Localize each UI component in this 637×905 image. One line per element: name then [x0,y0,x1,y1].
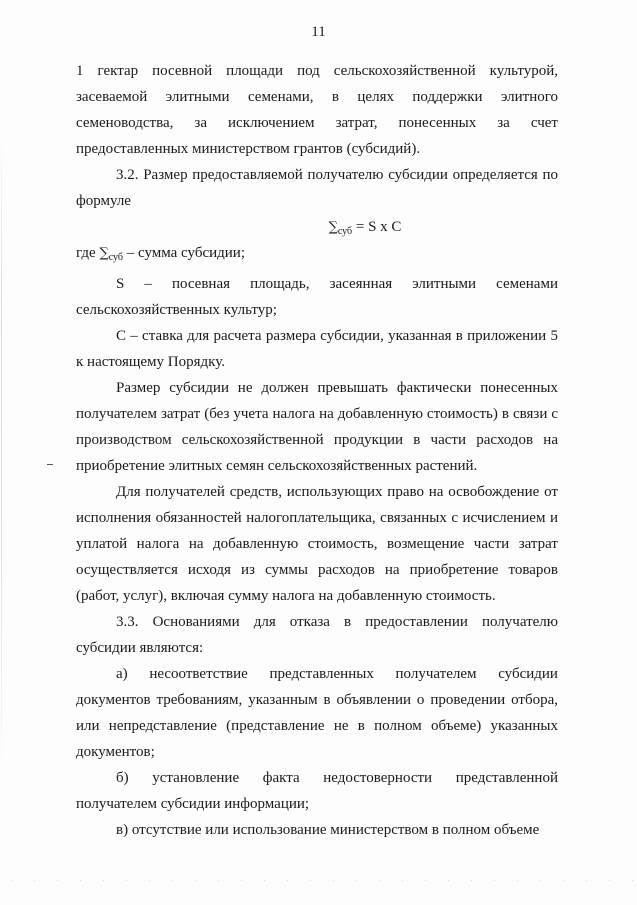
sigma-symbol: ∑ [328,220,338,235]
paragraph-subsidy-limit: Размер субсидии не должен превышать фактически понесенных получателем затрат (без учета налога на добавленную стоимость) в связи с производством сельскохозяйственной продукции в части расходов на приобретение элитных семян сельскохозяйственных растений. [76,380,558,474]
item-a-word-5: субсидии [498,666,558,682]
paragraph-3-2: 3.2. Размер предоставляемой получателю субсидии определяется по формуле [76,167,558,209]
paragraph-sum-definition [76,240,558,271]
sigma-symbol-inline: ∑ [99,246,109,261]
area-word-4: площадь, [250,276,310,292]
definition-rest: – сумма субсидии; [123,245,245,261]
scan-edge-line [1,120,2,800]
area-word-3: посевная [171,276,231,292]
item-a-word-3: представленных [269,666,374,682]
item-a-word-4: получателем [395,666,477,682]
paragraph-rate-definition: С – ставка для расчета размера субсидии, указанная в приложении 5 к настоящему Порядку. [76,328,558,370]
paragraph-a-rest: документов требованиям, указанным в объявлении о проведении отбора, или непредставление (представление не в полном объеме) указанных документов; [76,692,558,760]
item-a-word-2: несоответствие [149,666,248,682]
page-number: 11 [311,24,326,40]
paragraph-a-line-1 [76,661,558,687]
area-word-1: S [116,276,125,292]
paragraph-area-definition-line-1 [76,271,558,297]
area-word-5: засеянная [329,276,393,292]
paragraph-c: в) отсутствие или использование министерством в полном объеме [116,822,540,838]
paragraph-1: 1 гектар посевной площади под сельскохозяйственной культурой, засеваемой элитными семенами, в целях поддержки элитного семеноводства, за исключением затрат, понесенных за счет предоставленных министерством грантов (субсидий). [76,63,558,157]
formula-subscript: суб [337,226,353,237]
document-body [76,58,558,843]
paragraph-area-definition-line-2: сельскохозяйственных культур; [76,302,277,318]
area-word-6: элитными [412,276,477,292]
margin-mark [47,464,53,465]
sigma-subscript-inline: суб [108,252,123,263]
formula-expression: = S x C [352,219,402,235]
paragraph-vat-exemption: Для получателей средств, использующих право на освобождение от исполнения обязанностей налогоплательщика, связанных с исчислением и уплатой налога на добавленную стоимость, возмещение части затрат осуществляется исходя из суммы расходов на приобретение товаров (работ, услуг), включая сумму налога на добавленную стоимость. [76,484,558,604]
scan-noise [0,876,637,888]
subsidy-formula [76,214,558,240]
item-a-word-1: а) [116,666,128,682]
paragraph-3-3: 3.3. Основаниями для отказа в предоставлении получателю субсидии являются: [76,614,558,656]
area-word-2: – [144,276,152,292]
definition-prefix: где [76,245,100,261]
paragraph-b: б) установление факта недостоверности представленной получателем субсидии информации; [76,770,558,812]
area-word-7: семенами [496,276,558,292]
